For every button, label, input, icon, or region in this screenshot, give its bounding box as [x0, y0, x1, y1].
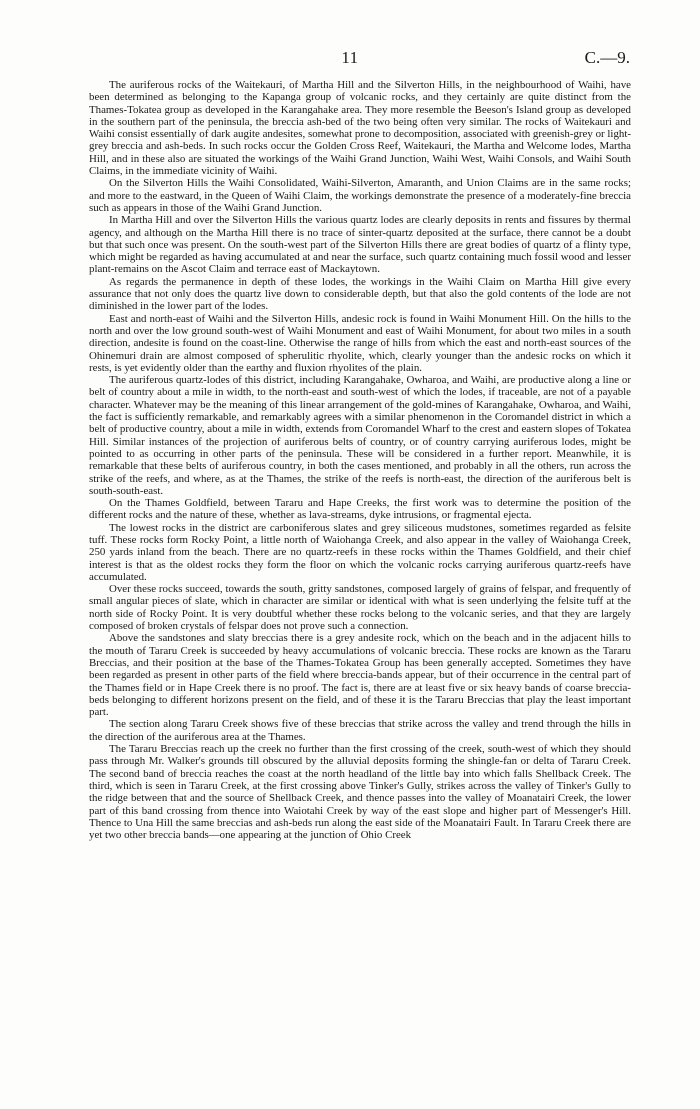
paragraph: In Martha Hill and over the Silverton Hills the various quartz lodes are clearly deposits in rents and fissures by thermal agency, and although on the Martha Hill there is no trace of sinter-quartz deposited at the surface, there cannot be a doubt but that such once was present. On the south-west part of the Silverton Hills there are great bodies of quartz of a flinty type, which might be regarded as having accumulated at and near the surface, such quartz containing much fossil wood and lesser plant-remains on the Ascot Claim and terrace east of Mackaytown.: [89, 214, 631, 276]
paragraph: The Tararu Breccias reach up the creek no further than the first crossing of the creek, south-west of which they should pass through Mr. Walker's grounds till obscured by the alluvial deposits forming the shingle-fan or delta of Tararu Creek. The second band of breccia reaches the coast at the north headland of the little bay into which falls Shellback Creek. The third, which is seen in Tararu Creek, at the first crossing above Tinker's Gully, strikes across the valley of Tinker's Gully to the ridge between that and the source of Shellback Creek, and thence passes into the valley of Moanatairi Creek, the lower part of this band crossing from thence into Waiotahi Creek by way of the east slope and higher part of Messenger's Hill. Thence to Una Hill the same breccias and ash-beds run along the east side of the Moanatairi Fault. In Tararu Creek there are yet two other breccia bands—one appearing at the junction of Ohio Creek: [89, 743, 631, 842]
paragraph: The auriferous rocks of the Waitekauri, of Martha Hill and the Silverton Hills, in the neighbourhood of Waihi, have been determined as belonging to the Kapanga group of volcanic rocks, and they certainly are quite distinct from the Thames-Tokatea group as developed in the Karangahake area. They more resemble the Beeson's Island group as developed in the southern part of the peninsula, the breccia ash-bed of the two being often very similar. The rocks of Waitekauri and Waihi consist essentially of dark augite andesites, somewhat prone to decomposition, associated with greenish-grey or light-grey breccia and ash-beds. In such rocks occur the Golden Cross Reef, Waitekauri, the Martha and Welcome lodes, Martha Hill, and in these also are situated the workings of the Waihi Grand Junction, Waihi West, Waihi Consols, and Waihi South Claims, in the immediate vicinity of Waihi.: [89, 79, 631, 178]
paragraph: The lowest rocks in the district are carboniferous slates and grey siliceous mudstones, sometimes regarded as felsite tuff. These rocks form Rocky Point, a little north of Waiohanga Creek, and also appear in the valley of Waiohanga Creek, 250 yards inland from the beach. There are no quartz-reefs in these rocks within the Thames Goldfield, and their chief interest is that as the oldest rocks they form the floor on which the volcanic rocks carrying auriferous quartz-reefs have accumulated.: [89, 521, 631, 583]
paragraph: Over these rocks succeed, towards the south, gritty sandstones, composed largely of grains of felspar, and frequently of small angular pieces of slate, which in character are similar or identical with what is seen underlying the felsite tuff at the north side of Rocky Point. It is very doubtful whether these rocks belong to the volcanic series, and that they are largely composed of broken crystals of felspar does not prove such a connection.: [89, 583, 631, 633]
paragraph: The auriferous quartz-lodes of this district, including Karangahake, Owharoa, and Waihi, are productive along a line or belt of country about a mile in width, to the north-east and south-west of which the lodes, if traceable, are not of a payable character. Whatever may be the meaning of this linear arrangement of the gold-mines of Karangahake, Owharoa, and Waihi, the fact is sufficiently remarkable, and remarkably agrees with a similar phenomenon in the Coromandel district in which a belt of productive country, about a mile in width, extends from Coromandel Wharf to the crest and eastern slopes of Tokatea Hill. Similar instances of the projection of auriferous belts of country, or of country carrying auriferous lodes, might be pointed to as occurring in other parts of the peninsula. These will be considered in a further report. Meanwhile, it is remarkable that these belts of auriferous country, in both the cases mentioned, and probably in all the others, run across the strike of the reefs, and where, as at the Thames, the strike of the reefs is north-east, the direction of the auriferous belt is south-south-east.: [89, 374, 631, 497]
paragraph: As regards the permanence in depth of these lodes, the workings in the Waihi Claim on Martha Hill give every assurance that not only does the quartz live down to considerable depth, but that also the gold contents of the lode are not diminished in the lower part of the lodes.: [89, 275, 631, 313]
paragraph: On the Silverton Hills the Waihi Consolidated, Waihi-Silverton, Amaranth, and Union Claims are in the same rocks; and more to the eastward, in the Queen of Waihi Claim, the workings demonstrate the presence of a moderately-fine breccia such as appears in those of the Waihi Grand Junction.: [89, 177, 631, 214]
paragraph: Above the sandstones and slaty breccias there is a grey andesite rock, which on the beach and in the adjacent hills to the mouth of Tararu Creek is succeeded by heavy accumulations of volcanic breccia. These rocks are known as the Tararu Breccias, and their position at the base of the Thames-Tokatea Group has been generally accepted. Sometimes they have been regarded as present in other parts of the field where breccia-bands appear, but of their occurrence in the central part of the Thames field or in Hape Creek there is no proof. The fact is, there are at least five or six heavy bands of coarse breccia-beds belonging to different horizons present on the field, and of these it is the Tararu Breccias that play the least important part.: [89, 632, 631, 719]
page-number: 11: [341, 48, 359, 67]
paragraph: The section along Tararu Creek shows five of these breccias that strike across the valley and trend through the hills in the direction of the auriferous area at the Thames.: [89, 718, 631, 743]
paragraph: East and north-east of Waihi and the Silverton Hills, andesic rock is found in Waihi Monument Hill. On the hills to the north and over the low ground south-west of Waihi Monument and east of Waihi Monument, for about two miles in a south direction, andesite is found on the coast-line. Otherwise the range of hills from which the east and north-east sources of the Ohinemuri drain are almost composed of spherulitic rhyolite, which, clearly younger than the andesic rocks on which it rests, is yet evidently older than the earthy and fluxion rhyolites of the plain.: [89, 312, 631, 374]
document-reference: C.—9.: [584, 48, 630, 67]
body-text: [89, 79, 631, 841]
paragraph: On the Thames Goldfield, between Tararu and Hape Creeks, the first work was to determine the position of the different rocks and the nature of these, whether as lava-streams, dyke intrusions, or fragmental ejecta.: [89, 497, 631, 522]
